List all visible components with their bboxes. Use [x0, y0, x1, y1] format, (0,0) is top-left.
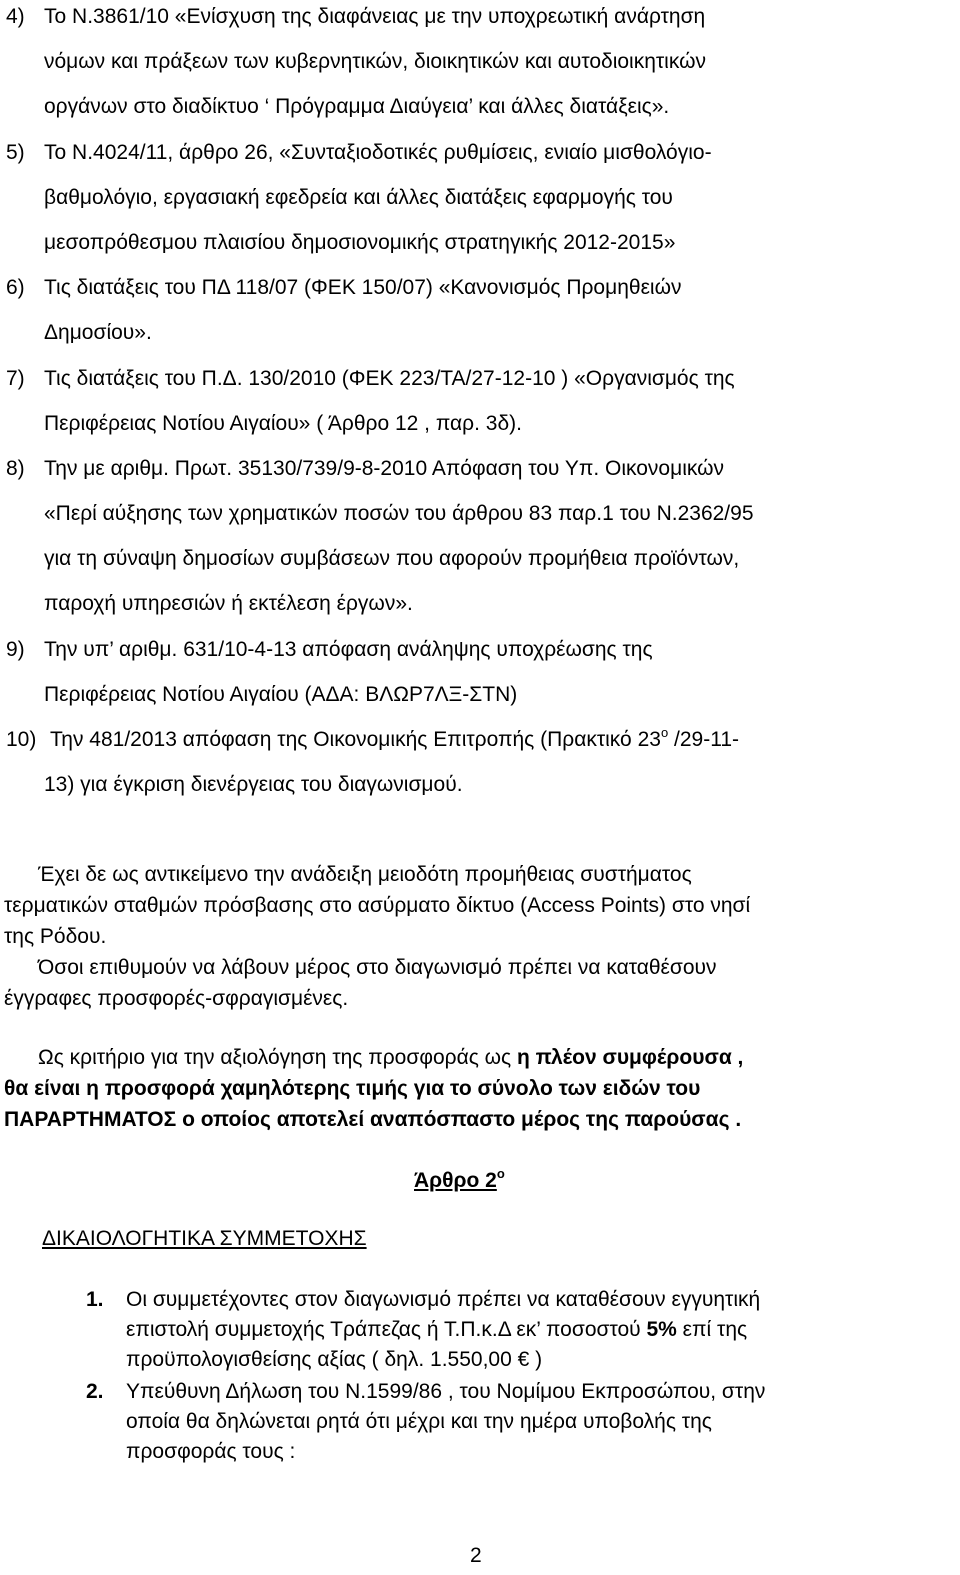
item-number: 4): [6, 5, 25, 28]
paragraph-line: έγγραφες προσφορές-σφραγισμένες.: [4, 987, 349, 1010]
item-line: Την με αριθμ. Πρωτ. 35130/739/9-8-2010 Απόφαση του Υπ. Οικονομικών: [44, 457, 725, 480]
paragraph-line: τερματικών σταθμών πρόσβασης στο ασύρματο δίκτυο (Access Points) στο νησί: [4, 894, 751, 917]
item-line: Περιφέρειας Νοτίου Αιγαίου (ΑΔΑ: ΒΛΩΡ7ΛΞ-ΣΤΝ): [44, 683, 518, 706]
item-number: 6): [6, 276, 25, 299]
item-line: [50, 727, 739, 753]
item-number: 9): [6, 638, 25, 661]
section-heading: ΔΙΚΑΙΟΛΟΓΗΤΙΚΑ ΣΥΜΜΕΤΟΧΗΣ: [42, 1227, 367, 1250]
paragraph-line: της Ρόδου.: [4, 925, 107, 948]
item-line: μεσοπρόθεσμου πλαισίου δημοσιονομικής στρατηγικής 2012-2015»: [44, 231, 676, 254]
item-line: Το Ν.4024/11, άρθρο 26, «Συνταξιοδοτικές ρυθμίσεις, ενιαίο μισθολόγιο-: [44, 141, 712, 164]
criterion-bold-text: η πλέον συμφέρουσα ,: [517, 1046, 744, 1069]
requirement-number: 1.: [86, 1288, 104, 1311]
item-number: 10): [6, 728, 37, 751]
percentage-value: 5%: [646, 1318, 677, 1341]
item-line: Τις διατάξεις του ΠΔ 118/07 (ΦΕΚ 150/07) «Κανονισμός Προμηθειών: [44, 276, 682, 299]
requirement-number: 2.: [86, 1380, 104, 1403]
item-line-text: Την 481/2013 απόφαση της Οικονομικής Επιτροπής (Πρακτικό 23: [50, 728, 661, 751]
paragraph-line: Όσοι επιθυμούν να λάβουν μέρος στο διαγωνισμό πρέπει να καταθέσουν: [38, 956, 717, 979]
ordinal-superscript: ο: [496, 1166, 505, 1181]
requirement-line: [126, 1317, 747, 1343]
page-number: 2: [470, 1544, 482, 1567]
requirement-text: επί της: [682, 1318, 748, 1341]
paragraph-line: Έχει δε ως αντικείμενο την ανάδειξη μειοδότη προμήθειας συστήματος: [38, 863, 692, 886]
item-line: «Περί αύξησης των χρηματικών ποσών του άρθρου 83 παρ.1 του Ν.2362/95: [44, 502, 754, 525]
requirement-line: προϋπολογισθείσης αξίας ( δηλ. 1.550,00 € ): [126, 1348, 543, 1371]
item-number: 5): [6, 141, 25, 164]
paragraph-line: [38, 1045, 743, 1071]
item-line: βαθμολόγιο, εργασιακή εφεδρεία και άλλες διατάξεις εφαρμογής του: [44, 186, 673, 209]
requirement-text: επιστολή συμμετοχής Τράπεζας ή Τ.Π.κ.Δ εκ’ ποσοστού: [126, 1318, 641, 1341]
item-line: Περιφέρειας Νοτίου Αιγαίου» ( Άρθρο 12 , παρ. 3δ).: [44, 412, 522, 435]
paragraph-line: θα είναι η προσφορά χαμηλότερης τιμής για το σύνολο των ειδών του: [4, 1077, 701, 1100]
item-line-text: /29-11-: [674, 728, 739, 751]
criterion-text: Ως κριτήριο για την αξιολόγηση της προσφοράς ως: [38, 1046, 518, 1069]
item-line: για τη σύναψη δημοσίων συμβάσεων που αφορούν προμήθεια προϊόντων,: [44, 547, 740, 570]
requirement-line: Οι συμμετέχοντες στον διαγωνισμό πρέπει να καταθέσουν εγγυητική: [126, 1288, 761, 1311]
article-title-text: Άρθρο 2: [414, 1169, 497, 1192]
item-line: Τις διατάξεις του Π.Δ. 130/2010 (ΦΕΚ 223/ΤΑ/27-12-10 ) «Οργανισμός της: [44, 367, 735, 390]
list-item: [0, 4, 958, 30]
item-line: Την υπ’ αριθμ. 631/10-4-13 απόφαση ανάληψης υποχρέωσης της: [44, 638, 653, 661]
item-line: 13) για έγκριση διενέργειας του διαγωνισμού.: [44, 773, 463, 796]
requirement-line: οποία θα δηλώνεται ρητά ότι μέχρι και την ημέρα υποβολής της: [126, 1410, 712, 1433]
requirement-line: προσφοράς τους :: [126, 1440, 296, 1463]
item-line: Το Ν.3861/10 «Ενίσχυση της διαφάνειας με την υποχρεωτική ανάρτηση: [44, 5, 706, 28]
requirement-line: Υπεύθυνη Δήλωση του Ν.1599/86 , του Νομίμου Εκπροσώπου, στην: [126, 1380, 766, 1403]
item-line: παροχή υπηρεσιών ή εκτέλεση έργων».: [44, 592, 413, 615]
item-line: Δημοσίου».: [44, 321, 152, 344]
ordinal-superscript: ο: [660, 725, 669, 740]
item-line: οργάνων στο διαδίκτυο ‘ Πρόγραμμα Διαύγεια’ και άλλες διατάξεις».: [44, 95, 670, 118]
article-title: [414, 1168, 505, 1194]
item-line: νόμων και πράξεων των κυβερνητικών, διοικητικών και αυτοδιοικητικών: [44, 50, 706, 73]
item-number: 7): [6, 367, 25, 390]
item-number: 8): [6, 457, 25, 480]
paragraph-line: ΠΑΡΑΡΤΗΜΑΤΟΣ ο οποίος αποτελεί αναπόσπαστο μέρος της παρούσας .: [4, 1108, 742, 1131]
